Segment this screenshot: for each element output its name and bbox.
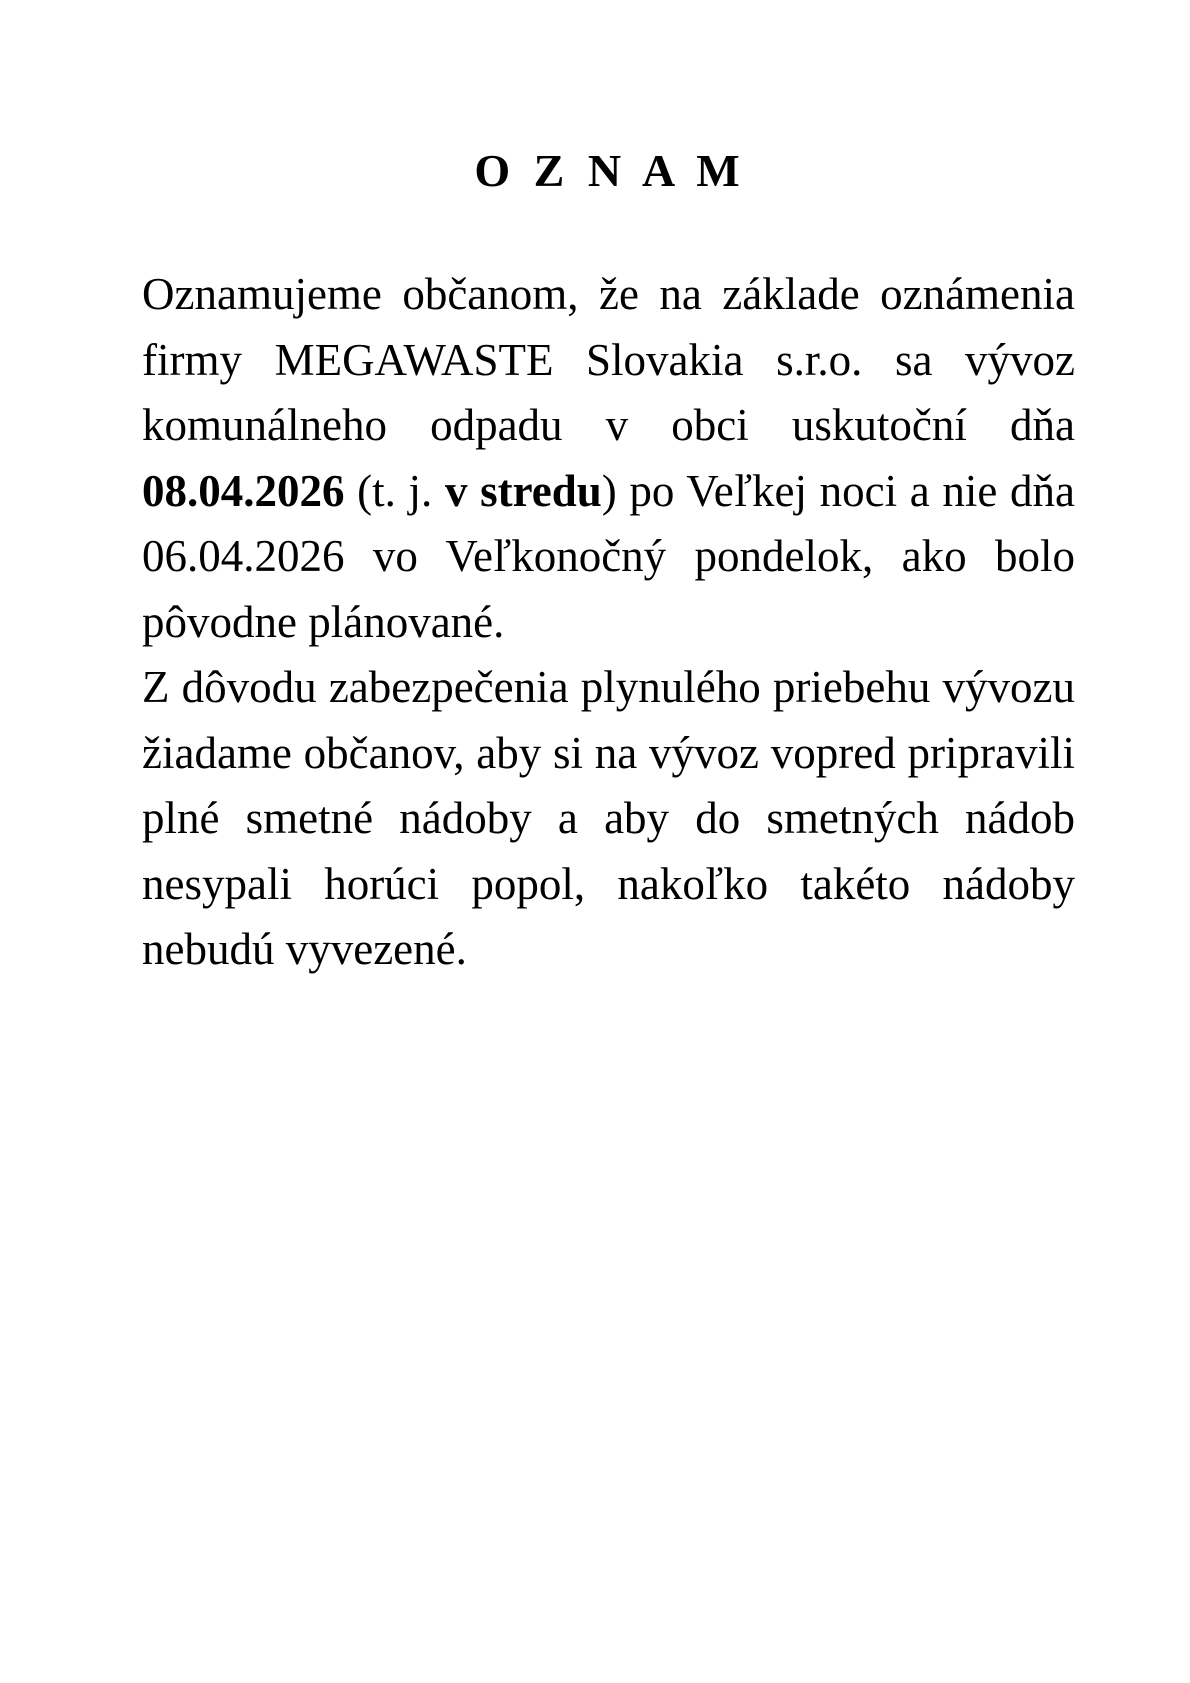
notice-paragraph-1 — [142, 262, 1075, 655]
notice-paragraph-2: Z dôvodu zabezpečenia plynulého priebehu vývozu žiadame občanov, aby si na vývoz vopred pripravili plné smetné nádoby a aby do smetných nádob nesypali horúci popol, nakoľko takéto nádoby nebudú vyvezené. — [142, 662, 1075, 974]
notice-body — [142, 262, 1075, 983]
paragraph-1-text-c: ) po Veľkej noci a nie dňa 06.04.2026 vo Veľkonočný pondelok, ako bolo pôvodne plánované. — [142, 465, 1076, 647]
notice-title: O Z N A M — [474, 145, 746, 196]
collection-date: 08.04.2026 — [142, 465, 345, 516]
collection-day: v stredu — [444, 465, 602, 516]
paragraph-1-text-b: (t. j. — [344, 465, 445, 516]
paragraph-1-text-a: Oznamujeme občanom, že na základe oznámenia firmy MEGAWASTE Slovakia s.r.o. sa vývoz komunálneho odpadu v obci uskutoční dňa — [142, 269, 1075, 450]
